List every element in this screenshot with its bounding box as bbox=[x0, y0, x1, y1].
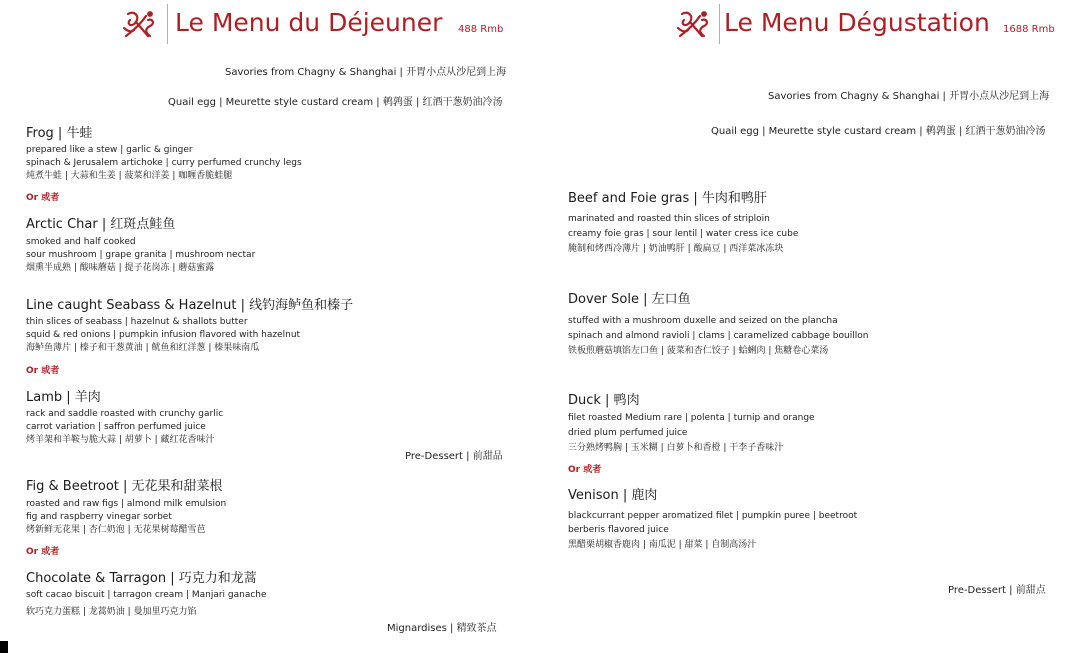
lunch-predessert: Pre-Dessert | 前甜品 bbox=[405, 451, 503, 462]
course-desc: fig and raspberry vinegar sorbet bbox=[26, 512, 172, 522]
course-desc: carrot variation | saffron perfumed juice bbox=[26, 422, 206, 432]
or-label: Or 或者 bbox=[26, 193, 60, 203]
course-name: Chocolate & Tarragon | 巧克力和龙蒿 bbox=[26, 571, 257, 586]
lunch-savories: Savories from Chagny & Shanghai | 开胃小点从沙尼到上海 bbox=[225, 67, 507, 78]
course-desc: 烟熏半成熟 | 酸味蘑菇 | 提子花岗冻 | 蘑菇蜜露 bbox=[26, 263, 215, 273]
course-desc: prepared like a stew | garlic & ginger bbox=[26, 145, 193, 155]
restaurant-logo-icon bbox=[674, 6, 714, 44]
course-name: Duck | 鸭肉 bbox=[568, 393, 640, 408]
course-desc: 炖煮牛蛙 | 大蒜和生姜 | 菠菜和洋姜 | 咖喱香脆蛙腿 bbox=[26, 171, 233, 181]
course-desc: stuffed with a mushroom duxelle and seized on the plancha bbox=[568, 316, 838, 326]
or-label: Or 或者 bbox=[26, 366, 60, 376]
course-desc: 软巧克力蛋糕 | 龙蒿奶油 | 曼加里巧克力馅 bbox=[26, 607, 197, 617]
course-name: Line caught Seabass & Hazelnut | 线钓海鲈鱼和榛子 bbox=[26, 298, 354, 313]
lunch-price: 488 Rmb bbox=[458, 24, 504, 35]
course-desc: 三分熟烤鸭胸 | 玉米糊 | 白萝卜和香橙 | 干李子香味汁 bbox=[568, 443, 784, 453]
tasting-menu bbox=[540, 0, 1080, 653]
course-desc: 烤羊架和羊鞍与脆大蒜 | 胡萝卜 | 藏红花香味汁 bbox=[26, 435, 215, 445]
header-divider bbox=[167, 4, 168, 44]
tasting-predessert: Pre-Dessert | 前甜点 bbox=[948, 585, 1046, 596]
course-desc: blackcurrant pepper aromatized filet | pumpkin puree | beetroot bbox=[568, 511, 858, 521]
course-desc: spinach & Jerusalem artichoke | curry perfumed crunchy legs bbox=[26, 158, 302, 168]
tasting-savories: Savories from Chagny & Shanghai | 开胃小点从沙尼到上海 bbox=[768, 91, 1050, 102]
course-desc: berberis flavored juice bbox=[568, 525, 669, 535]
course-desc: 黑醋栗胡椒香鹿肉 | 南瓜泥 | 甜菜 | 自制高汤汁 bbox=[568, 540, 757, 550]
lunch-title: Le Menu du Déjeuner bbox=[175, 8, 443, 37]
course-desc: 铁板煎蘑菇填馅左口鱼 | 菠菜和杏仁饺子 | 蛤蜊肉 | 焦糖卷心菜汤 bbox=[568, 346, 829, 356]
course-desc: dried plum perfumed juice bbox=[568, 428, 688, 438]
course-name: Venison | 鹿肉 bbox=[568, 488, 658, 503]
or-label: Or 或者 bbox=[26, 547, 60, 557]
corner-mark bbox=[0, 641, 8, 653]
course-desc: 腌制和烤西冷薄片 | 奶油鸭肝 | 酸扁豆 | 西洋菜冰冻块 bbox=[568, 244, 784, 254]
course-name: Fig & Beetroot | 无花果和甜菜根 bbox=[26, 479, 223, 494]
lunch-mignardises: Mignardises | 精致茶点 bbox=[387, 623, 497, 634]
tasting-quail: Quail egg | Meurette style custard cream | 鹌鹑蛋 | 红酒干葱奶油冷汤 bbox=[711, 126, 1046, 137]
course-desc: marinated and roasted thin slices of striploin bbox=[568, 214, 770, 224]
course-desc: filet roasted Medium rare | polenta | turnip and orange bbox=[568, 413, 815, 423]
course-desc: soft cacao biscuit | tarragon cream | Manjari ganache bbox=[26, 590, 267, 600]
tasting-title: Le Menu Dégustation bbox=[724, 8, 990, 37]
or-label: Or 或者 bbox=[568, 465, 602, 475]
course-desc: thin slices of seabass | hazelnut & shallots butter bbox=[26, 317, 248, 327]
lunch-quail: Quail egg | Meurette style custard cream | 鹌鹑蛋 | 红酒干葱奶油冷汤 bbox=[168, 97, 503, 108]
course-desc: creamy foie gras | sour lentil | water cress ice cube bbox=[568, 229, 799, 239]
course-desc: roasted and raw figs | almond milk emulsion bbox=[26, 499, 227, 509]
course-name: Beef and Foie gras | 牛肉和鸭肝 bbox=[568, 191, 767, 206]
restaurant-logo-icon bbox=[120, 6, 160, 44]
tasting-price: 1688 Rmb bbox=[1003, 24, 1055, 35]
course-desc: spinach and almond ravioli | clams | caramelized cabbage bouillon bbox=[568, 331, 869, 341]
course-desc: squid & red onions | pumpkin infusion flavored with hazelnut bbox=[26, 330, 301, 340]
course-name: Frog | 牛蛙 bbox=[26, 126, 93, 141]
course-desc: 烤新鲜无花果 | 杏仁奶泡 | 无花果树莓醋雪芭 bbox=[26, 525, 206, 535]
course-desc: smoked and half cooked bbox=[26, 237, 136, 247]
course-name: Arctic Char | 红斑点鲑鱼 bbox=[26, 217, 176, 232]
header-divider bbox=[719, 4, 720, 44]
course-desc: sour mushroom | grape granita | mushroom nectar bbox=[26, 250, 256, 260]
course-desc: 海鲈鱼薄片 | 榛子和干葱黄油 | 鱿鱼和红洋葱 | 榛果味南瓜 bbox=[26, 343, 260, 353]
course-name: Dover Sole | 左口鱼 bbox=[568, 292, 691, 307]
course-desc: rack and saddle roasted with crunchy garlic bbox=[26, 409, 224, 419]
course-name: Lamb | 羊肉 bbox=[26, 390, 101, 405]
